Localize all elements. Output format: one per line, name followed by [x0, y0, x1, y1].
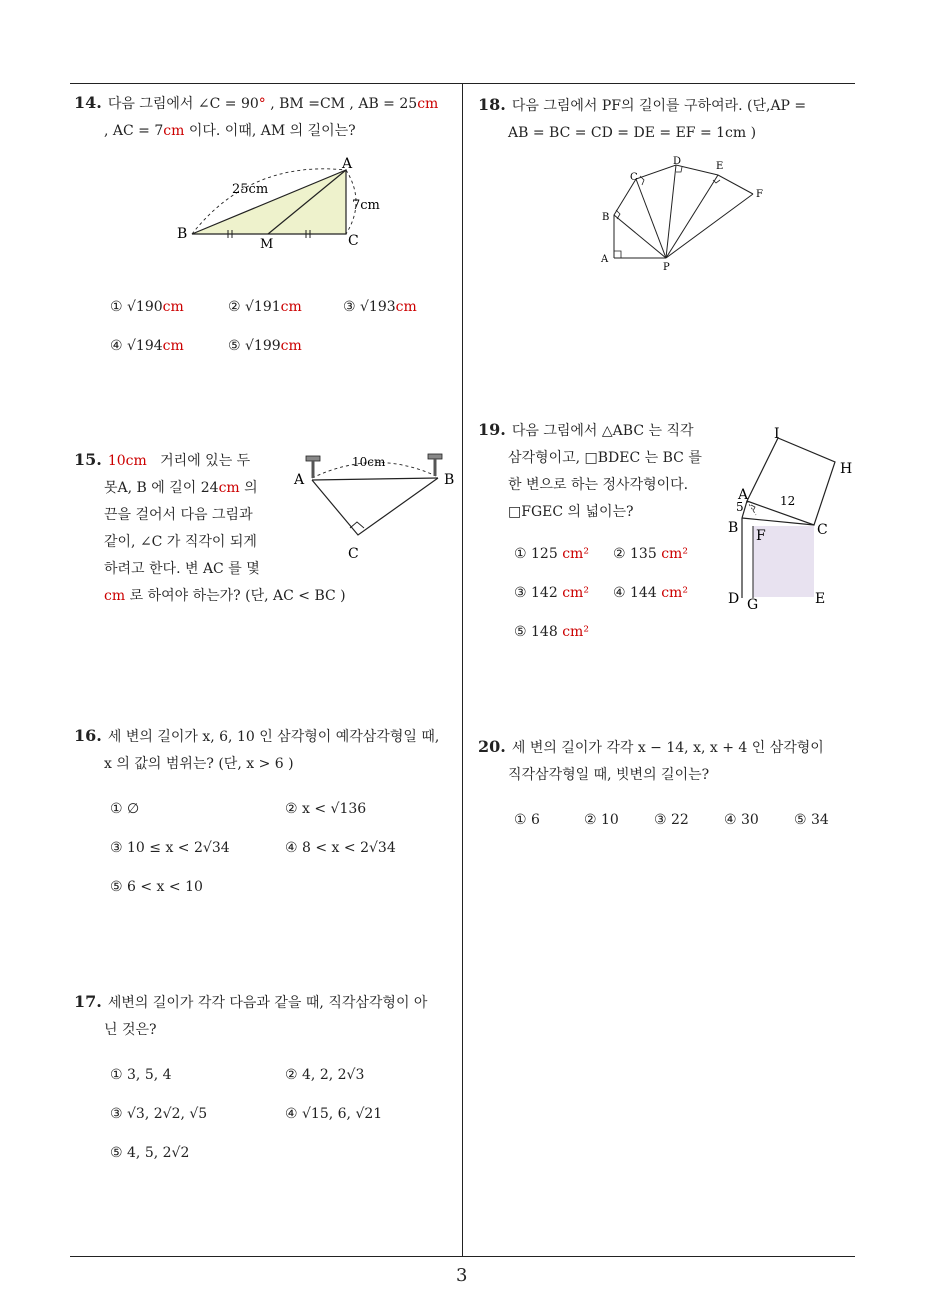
option-value: √3, 2√2, √5	[127, 1106, 208, 1122]
option-unit: cm²	[562, 624, 589, 640]
bottom-rule	[70, 1256, 855, 1257]
option-value: 4, 2, 2√3	[302, 1067, 365, 1083]
option-mark: ⑤	[228, 338, 241, 354]
q16-line1	[74, 722, 439, 751]
option-mark: ④	[285, 840, 298, 856]
q14-option-4[interactable]	[110, 338, 184, 354]
q19-label-d: D	[728, 591, 740, 607]
option-value: 6	[531, 812, 540, 828]
option-value: 6 < x < 10	[127, 879, 203, 895]
q14-label-a: A	[342, 156, 353, 172]
q16-number: 16.	[74, 726, 102, 745]
q18-label-c: C	[630, 172, 638, 183]
option-unit: cm²	[661, 546, 688, 562]
q15-text6: 로 하여야 하는가? (단, AC < BC )	[129, 588, 346, 604]
q14-label-7cm: 7cm	[352, 198, 380, 213]
option-mark: ②	[228, 299, 241, 315]
q15-text2: 못A, B 에 길이 24	[104, 480, 219, 496]
q17-number: 17.	[74, 992, 102, 1011]
question-17	[74, 988, 427, 1044]
option-mark: ③	[514, 585, 527, 601]
option-mark: ①	[110, 1067, 123, 1083]
q19-line4: □FGEC 의 넓이는?	[508, 504, 634, 520]
q19-label-i: I	[774, 426, 780, 442]
q17-option-4[interactable]	[285, 1106, 382, 1122]
q14-label-m: M	[260, 237, 274, 252]
option-value: 22	[671, 812, 689, 828]
q15-label-b: B	[444, 472, 455, 488]
q15-line5: 하려고 한다. 변 AC 를 몇	[104, 561, 260, 577]
option-value: 142	[531, 585, 558, 601]
q18-text1: 다음 그림에서 PF의 길이를 구하여라. (단,AP =	[511, 98, 807, 114]
q15-nails-figure	[290, 448, 460, 566]
q20-text1: 세 변의 길이가 각각 x − 14, x, x + 4 인 삼각형이	[511, 740, 824, 756]
q18-label-b: B	[602, 212, 610, 223]
q14-label-c: C	[348, 233, 359, 249]
option-mark: ③	[110, 1106, 123, 1122]
q16-option-2[interactable]	[285, 801, 366, 817]
q14-triangle-figure	[170, 150, 380, 260]
q16-line2: x 의 값의 범위는? (단, x > 6 )	[104, 756, 294, 772]
q16-option-4[interactable]	[285, 840, 396, 856]
q18-line1	[478, 91, 806, 120]
q20-line2: 직각삼각형일 때, 빗변의 길이는?	[508, 767, 710, 783]
q14-text-b: , BM =CM , AB = 25	[270, 96, 418, 112]
q15-line4: 같이, ∠C 가 직각이 되게	[104, 534, 257, 550]
q18-label-e: E	[716, 161, 724, 172]
option-value: √199	[245, 338, 281, 354]
q15-line3: 끈을 걸어서 다음 그림과	[104, 507, 253, 523]
q14-number: 14.	[74, 93, 102, 112]
q14-line2	[74, 118, 438, 145]
option-unit: cm	[280, 338, 302, 354]
option-mark: ⑤	[110, 879, 123, 895]
q18-label-p: P	[663, 262, 670, 273]
q19-option-5[interactable]	[514, 624, 589, 640]
option-unit: cm²	[661, 585, 688, 601]
q14-unit: cm	[417, 96, 439, 112]
q19-label-h: H	[840, 461, 853, 477]
q14-option-5[interactable]	[228, 338, 302, 354]
option-value: √193	[360, 299, 396, 315]
q18-label-d: D	[673, 156, 682, 167]
q19-option-2[interactable]	[613, 546, 688, 562]
question-14	[74, 89, 438, 145]
q15-line6	[74, 583, 346, 610]
q17-option-5[interactable]	[110, 1145, 189, 1161]
q18-label-f: F	[756, 189, 763, 200]
q14-unit2: cm	[163, 123, 185, 139]
column-divider	[462, 83, 463, 1257]
q17-option-2[interactable]	[285, 1067, 364, 1083]
option-value: 125	[531, 546, 558, 562]
q14-line1	[74, 89, 438, 118]
option-unit: cm	[280, 299, 302, 315]
q15-dist-val: 10	[107, 453, 126, 469]
q17-option-1[interactable]	[110, 1067, 172, 1083]
option-value: 10	[601, 812, 619, 828]
question-19	[478, 416, 702, 526]
q15-label-a: A	[294, 472, 305, 488]
q19-number: 19.	[478, 420, 506, 439]
q17-text1: 세변의 길이가 각각 다음과 같을 때, 직각삼각형이 아	[107, 995, 428, 1011]
option-mark: ④	[613, 585, 626, 601]
q20-option-5[interactable]	[794, 812, 829, 828]
q15-unit6: cm	[104, 588, 126, 604]
option-mark: ②	[285, 1067, 298, 1083]
q20-number: 20.	[478, 737, 506, 756]
q20-option-3[interactable]	[654, 812, 689, 828]
option-mark: ④	[110, 338, 123, 354]
q20-option-4[interactable]	[724, 812, 759, 828]
q15-number: 15.	[74, 450, 102, 469]
q16-option-3[interactable]	[110, 840, 230, 856]
q16-option-1[interactable]	[110, 801, 139, 817]
option-mark: ①	[110, 299, 123, 315]
q19-line3: 한 변으로 하는 정사각형이다.	[508, 477, 689, 493]
q19-label-5: 5	[736, 500, 744, 514]
q17-option-3[interactable]	[110, 1106, 207, 1122]
question-18	[478, 91, 806, 147]
q15-unit2: cm	[218, 480, 240, 496]
q16-option-5[interactable]	[110, 879, 203, 895]
q15-dist-unit: cm	[125, 453, 147, 469]
question-20	[478, 733, 824, 789]
option-value: 135	[630, 546, 657, 562]
q19-line1	[478, 416, 702, 445]
q18-line2: AB = BC = CD = DE = EF = 1cm )	[508, 125, 757, 141]
option-mark: ④	[724, 812, 737, 828]
option-unit: cm²	[562, 546, 589, 562]
option-mark: ④	[285, 1106, 298, 1122]
q15-text1: 거리에 있는 두	[160, 453, 251, 469]
q16-text1: 세 변의 길이가 x, 6, 10 인 삼각형이 예각삼각형일 때,	[107, 729, 440, 745]
option-value: 30	[741, 812, 759, 828]
question-16	[74, 722, 439, 778]
option-mark: ③	[343, 299, 356, 315]
option-value: √190	[127, 299, 163, 315]
option-mark: ⑤	[110, 1145, 123, 1161]
option-value: √191	[245, 299, 281, 315]
option-value: 4, 5, 2√2	[127, 1145, 190, 1161]
q19-label-e: E	[815, 591, 826, 607]
q14-text-c: , AC = 7	[104, 123, 164, 139]
q19-label-f: F	[756, 528, 766, 544]
option-unit: cm	[162, 299, 184, 315]
q18-number: 18.	[478, 95, 506, 114]
q15-label-10cm: 10cm	[352, 455, 386, 469]
q14-label-25cm: 25cm	[232, 182, 269, 197]
q17-line1	[74, 988, 427, 1017]
page-number: 3	[456, 1265, 468, 1286]
q14-text-d: 이다. 이때, AM 의 길이는?	[188, 123, 356, 139]
option-mark: ②	[613, 546, 626, 562]
q19-label-b: B	[728, 520, 739, 536]
option-unit: cm	[162, 338, 184, 354]
q19-line2: 삼각형이고, □BDEC 는 BC 를	[508, 450, 702, 466]
option-value: √15, 6, √21	[302, 1106, 383, 1122]
q19-label-g: G	[747, 597, 759, 613]
q14-option-3[interactable]	[343, 299, 417, 315]
option-value: 144	[630, 585, 657, 601]
q19-label-c: C	[817, 522, 828, 538]
option-mark: ③	[654, 812, 667, 828]
q20-line1	[478, 733, 824, 762]
option-value: 34	[811, 812, 829, 828]
q14-degree: °	[258, 96, 266, 112]
q18-spiral-figure	[596, 152, 776, 274]
option-value: 8 < x < 2√34	[302, 840, 396, 856]
option-value: x < √136	[302, 801, 367, 817]
q14-option-1[interactable]	[110, 299, 184, 315]
q14-text-a: 다음 그림에서 ∠C = 90	[107, 96, 259, 112]
option-mark: ②	[285, 801, 298, 817]
option-value: 3, 5, 4	[127, 1067, 172, 1083]
q19-option-4[interactable]	[613, 585, 688, 601]
option-unit: cm²	[562, 585, 589, 601]
q14-label-b: B	[177, 226, 188, 242]
q20-option-2[interactable]	[584, 812, 619, 828]
option-mark: ①	[514, 546, 527, 562]
q19-squares-figure	[722, 422, 862, 620]
option-mark: ①	[110, 801, 123, 817]
option-value: ∅	[127, 801, 140, 817]
q19-label-12: 12	[780, 494, 796, 508]
option-value: √194	[127, 338, 163, 354]
q15-tail2: 의	[244, 480, 258, 496]
q19-option-3[interactable]	[514, 585, 589, 601]
q17-line2: 닌 것은?	[104, 1022, 157, 1038]
option-mark: ③	[110, 840, 123, 856]
option-mark: ②	[584, 812, 597, 828]
q19-label-a: A	[738, 487, 749, 503]
option-mark: ⑤	[794, 812, 807, 828]
q19-option-1[interactable]	[514, 546, 589, 562]
q14-option-2[interactable]	[228, 299, 302, 315]
q19-text1: 다음 그림에서 △ABC 는 직각	[511, 423, 694, 439]
option-value: 10 ≤ x < 2√34	[127, 840, 230, 856]
option-unit: cm	[395, 299, 417, 315]
q18-label-a: A	[601, 254, 609, 265]
option-value: 148	[531, 624, 558, 640]
option-mark: ⑤	[514, 624, 527, 640]
q20-option-1[interactable]	[514, 812, 540, 828]
q15-label-c: C	[348, 546, 359, 562]
option-mark: ①	[514, 812, 527, 828]
